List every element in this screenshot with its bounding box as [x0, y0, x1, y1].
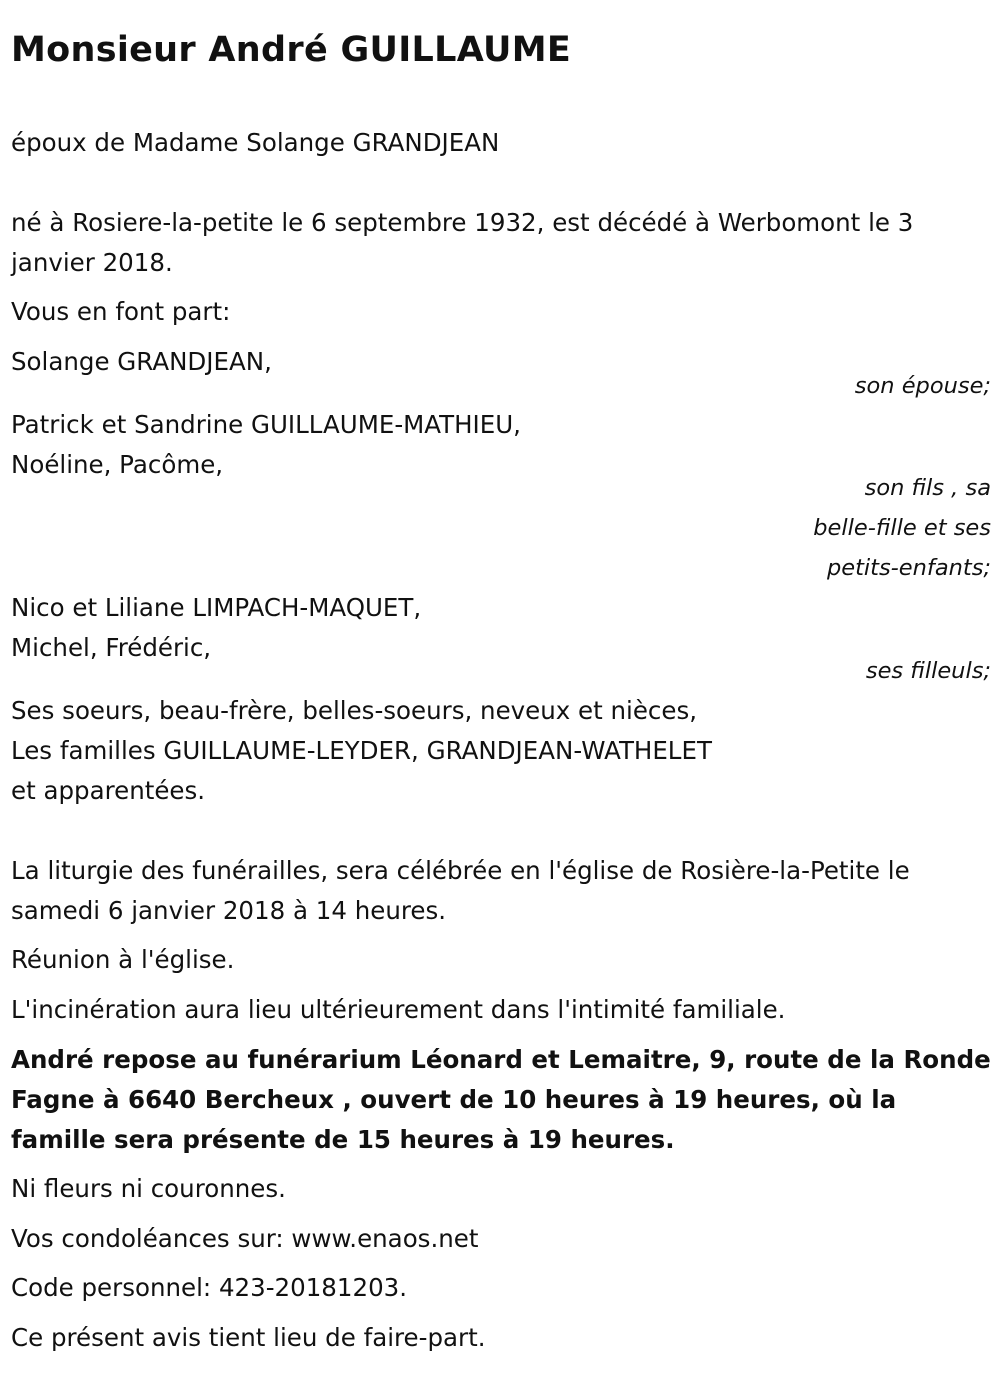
spouse-line: époux de Madame Solange GRANDJEAN: [11, 128, 500, 157]
family-fils-line2: Noéline, Pacôme,: [11, 450, 224, 479]
family-fils-role3: petits-enfants;: [826, 555, 991, 581]
notice-title: Monsieur André GUILLAUME: [11, 30, 572, 70]
birth-death-paragraph: né à Rosiere-la-petite le 6 septembre 1932, est décédé à Werbomont le 3 janvier 2018.: [11, 208, 914, 277]
family-fils-role2: belle-fille et ses: [813, 515, 991, 541]
liturgy-paragraph: La liturgie des funérailles, sera célébrée en l'église de Rosière-la-Petite le samedi 6 janvier 2018 à 14 heures.: [11, 856, 910, 925]
funerarium-paragraph: André repose au funérarium Léonard et Lemaitre, 9, route de la Ronde Fagne à 6640 Bercheux , ouvert de 10 heures à 19 heures, où la famille sera présente de 15 heures à 19 heures.: [11, 1045, 991, 1154]
closing-line: Ce présent avis tient lieu de faire-part.: [11, 1323, 486, 1352]
family-filleuls-line1: Nico et Liliane LIMPACH-MAQUET,: [11, 593, 422, 622]
family-others-line1: Ses soeurs, beau-frère, belles-soeurs, neveux et nièces,: [11, 696, 698, 725]
family-filleuls-role: ses filleuls;: [865, 658, 991, 684]
family-fils-role1: son fils , sa: [864, 475, 991, 501]
family-filleuls-line2: Michel, Frédéric,: [11, 633, 212, 662]
personal-code-line: Code personnel: 423-20181203.: [11, 1273, 408, 1302]
family-epouse-role: son épouse;: [854, 373, 991, 399]
reunion-line: Réunion à l'église.: [11, 945, 235, 974]
family-epouse-name: Solange GRANDJEAN,: [11, 347, 272, 376]
family-others-line2: Les familles GUILLAUME-LEYDER, GRANDJEAN-WATHELET: [11, 736, 712, 765]
family-fils-line1: Patrick et Sandrine GUILLAUME-MATHIEU,: [11, 410, 521, 439]
announce-intro: Vous en font part:: [11, 297, 231, 326]
incineration-line: L'incinération aura lieu ultérieurement dans l'intimité familiale.: [11, 995, 786, 1024]
no-flowers-line: Ni fleurs ni couronnes.: [11, 1174, 286, 1203]
family-others-line3: et apparentées.: [11, 776, 206, 805]
condolences-line: Vos condoléances sur: www.enaos.net: [11, 1224, 479, 1253]
